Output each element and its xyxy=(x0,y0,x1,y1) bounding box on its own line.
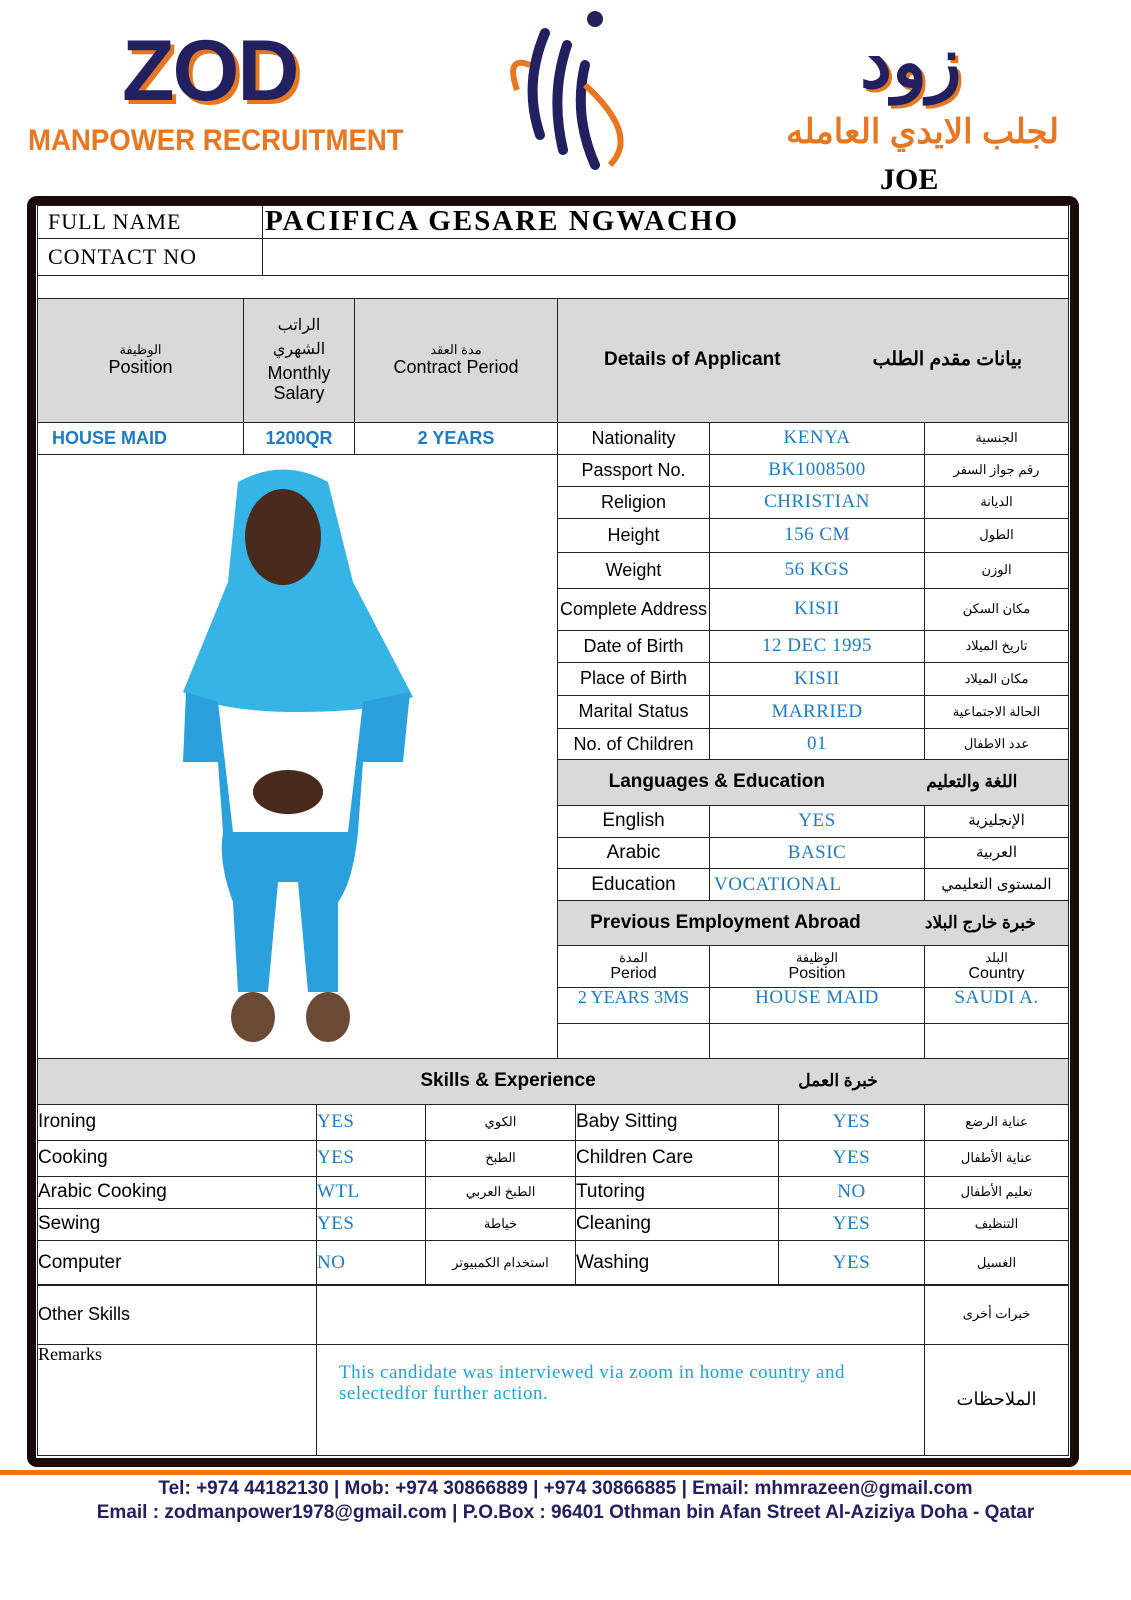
emp-position-header-ar: الوظيفة xyxy=(795,949,839,965)
emp-position-header xyxy=(709,945,925,988)
skill-label: Tutoring xyxy=(575,1176,779,1209)
salary-header-ar1: الراتب xyxy=(277,317,321,335)
employment-title-ar: خبرة خارج البلاد xyxy=(924,912,1036,932)
contract-header-ar: مدة العقد xyxy=(430,342,482,358)
remarks-label: Remarks xyxy=(37,1344,317,1456)
contract-header-en: Contract Period xyxy=(393,356,519,377)
contact-value xyxy=(262,238,1069,276)
detail-value: MARRIED xyxy=(709,695,925,729)
detail-label-ar: الديانة xyxy=(924,486,1069,519)
other-skills-label: Other Skills xyxy=(37,1284,317,1345)
language-label-ar: المستوى التعليمي xyxy=(924,868,1069,902)
language-label: Arabic xyxy=(557,837,710,869)
skill-label: Baby Sitting xyxy=(575,1104,779,1141)
skill-label-ar: خياطة xyxy=(425,1208,576,1241)
skill-value: YES xyxy=(778,1104,925,1141)
other-skills-value xyxy=(316,1284,925,1345)
skill-label-ar: تعليم الأطفال xyxy=(924,1176,1069,1209)
position-header xyxy=(37,298,244,423)
skill-value: YES xyxy=(778,1140,925,1177)
emp-country-value: SAUDI A. xyxy=(924,987,1069,1024)
contact-label: CONTACT NO xyxy=(37,238,263,276)
detail-label-ar: الحالة الاجتماعية xyxy=(924,695,1069,729)
detail-value: KISII xyxy=(709,662,925,696)
full-name-value: PACIFICA GESARE NGWACHO xyxy=(262,205,1069,239)
skills-title-ar: خبرة العمل xyxy=(798,1071,878,1091)
salary-header-en: Monthly Salary xyxy=(267,363,331,404)
detail-label: Date of Birth xyxy=(557,630,710,663)
employment-title: Previous Employment Abroad xyxy=(590,911,861,933)
details-title: Details of Applicant xyxy=(603,349,781,371)
detail-value: KISII xyxy=(709,588,925,631)
skill-label: Cleaning xyxy=(575,1208,779,1241)
skill-value: YES xyxy=(316,1140,426,1177)
applicant-photo xyxy=(178,462,418,1052)
detail-label: Place of Birth xyxy=(557,662,710,696)
skill-value: YES xyxy=(316,1104,426,1141)
full-name-label: FULL NAME xyxy=(37,205,263,239)
detail-label-ar: عدد الاطفال xyxy=(924,728,1069,761)
detail-label-ar: الطول xyxy=(924,518,1069,553)
footer-line-1: Tel: +974 44182130 | Mob: +974 30866889 | +974 30866885 | Email: mhmrazeen@gmail.com xyxy=(158,1478,973,1499)
skill-label: Washing xyxy=(575,1240,779,1286)
position-value: HOUSE MAID xyxy=(37,422,244,455)
detail-label-ar: الوزن xyxy=(924,552,1069,589)
employment-header xyxy=(557,900,1069,946)
skill-label-ar: عناية الرضع xyxy=(924,1104,1069,1141)
detail-label: Passport No. xyxy=(557,454,710,487)
language-value: BASIC xyxy=(709,837,925,869)
footer-line-2: Email : zodmanpower1978@gmail.com | P.O.Box : 96401 Othman bin Afan Street Al-Aziziya Doha - Qatar xyxy=(96,1502,1035,1523)
skill-value: NO xyxy=(778,1176,925,1209)
languages-title: Languages & Education xyxy=(608,771,826,793)
country-header xyxy=(924,945,1069,988)
remarks-text: This candidate was interviewed via zoom in home country and selectedfor further action. xyxy=(316,1344,925,1456)
detail-label-ar: تاريخ الميلاد xyxy=(924,630,1069,663)
emp-blank-3 xyxy=(924,1023,1069,1059)
language-label: English xyxy=(557,805,710,838)
languages-title-ar: اللغة والتعليم xyxy=(926,772,1018,792)
detail-label: Marital Status xyxy=(557,695,710,729)
detail-label: Height xyxy=(557,518,710,553)
skills-header xyxy=(37,1058,1069,1105)
emp-position-value: HOUSE MAID xyxy=(709,987,925,1024)
skill-value: YES xyxy=(778,1208,925,1241)
salary-header xyxy=(243,298,355,423)
detail-value: KENYA xyxy=(709,422,925,455)
remarks-ar: الملاحظات xyxy=(924,1344,1069,1456)
position-header-en: Position xyxy=(108,356,173,377)
detail-label: Complete Address xyxy=(557,588,710,631)
language-label: Education xyxy=(557,868,710,902)
brand-logo-icon xyxy=(495,5,645,175)
emp-position-header-en: Position xyxy=(788,964,846,982)
skill-value: NO xyxy=(316,1240,426,1286)
detail-value: 12 DEC 1995 xyxy=(709,630,925,663)
period-header-en: Period xyxy=(610,964,657,982)
salary-value: 1200QR xyxy=(243,422,355,455)
detail-label: Weight xyxy=(557,552,710,589)
detail-value: 56 KGS xyxy=(709,552,925,589)
skill-value: WTL xyxy=(316,1176,426,1209)
emp-blank-2 xyxy=(709,1023,925,1059)
skill-label-ar: عناية الأطفال xyxy=(924,1140,1069,1177)
language-label-ar: العربية xyxy=(924,837,1069,869)
period-header xyxy=(557,945,710,988)
detail-label-ar: الجنسية xyxy=(924,422,1069,455)
language-label-ar: الإنجليزية xyxy=(924,805,1069,838)
emp-period-value: 2 YEARS 3MS xyxy=(557,987,710,1024)
languages-header xyxy=(557,759,1069,806)
skill-label: Computer xyxy=(37,1240,317,1286)
agent-name: JOE xyxy=(880,163,939,196)
spacer-row xyxy=(37,275,1069,299)
detail-value: 01 xyxy=(709,728,925,761)
footer-rule xyxy=(0,1470,1131,1475)
brand-tagline: MANPOWER RECRUITMENT xyxy=(28,124,404,157)
details-title-ar: بيانات مقدم الطلب xyxy=(872,349,1023,371)
skill-label: Children Care xyxy=(575,1140,779,1177)
skill-label-ar: الغسيل xyxy=(924,1240,1069,1286)
detail-value: CHRISTIAN xyxy=(709,486,925,519)
language-value: YES xyxy=(709,805,925,838)
skill-value: YES xyxy=(316,1208,426,1241)
skill-label: Sewing xyxy=(37,1208,317,1241)
skill-label: Ironing xyxy=(37,1104,317,1141)
skill-label-ar: الطبخ xyxy=(425,1140,576,1177)
other-skills-ar: خبرات أخرى xyxy=(924,1284,1069,1345)
detail-label: Nationality xyxy=(557,422,710,455)
skill-label-ar: الطبخ العربي xyxy=(425,1176,576,1209)
skill-label: Arabic Cooking xyxy=(37,1176,317,1209)
contract-value: 2 YEARS xyxy=(354,422,558,455)
brand-logo-text: ZOD xyxy=(122,23,298,119)
position-header-ar: الوظيفة xyxy=(119,342,162,358)
brand-logo-arabic: زود xyxy=(860,23,962,103)
detail-label: No. of Children xyxy=(557,728,710,761)
detail-label-ar: مكان السكن xyxy=(924,588,1069,631)
country-header-ar: البلد xyxy=(985,949,1008,965)
detail-label-ar: رقم جواز السفر xyxy=(924,454,1069,487)
photo-area xyxy=(37,454,558,1059)
brand-tagline-arabic: لجلب الايدي العامله xyxy=(786,113,1059,151)
detail-value: BK1008500 xyxy=(709,454,925,487)
skill-value: YES xyxy=(778,1240,925,1286)
language-value: VOCATIONAL xyxy=(709,868,925,902)
detail-label: Religion xyxy=(557,486,710,519)
detail-label-ar: مكان الميلاد xyxy=(924,662,1069,696)
skill-label-ar: التنظيف xyxy=(924,1208,1069,1241)
skills-title: Skills & Experience xyxy=(420,1070,596,1092)
detail-value: 156 CM xyxy=(709,518,925,553)
contract-header xyxy=(354,298,558,423)
details-header xyxy=(557,298,1069,423)
skill-label-ar: استخدام الكمبيوتر xyxy=(425,1240,576,1286)
skill-label-ar: الكوي xyxy=(425,1104,576,1141)
emp-blank-1 xyxy=(557,1023,710,1059)
skill-label: Cooking xyxy=(37,1140,317,1177)
period-header-ar: المدة xyxy=(619,949,648,965)
salary-header-ar2: الشهري xyxy=(272,340,326,358)
country-header-en: Country xyxy=(968,964,1025,982)
